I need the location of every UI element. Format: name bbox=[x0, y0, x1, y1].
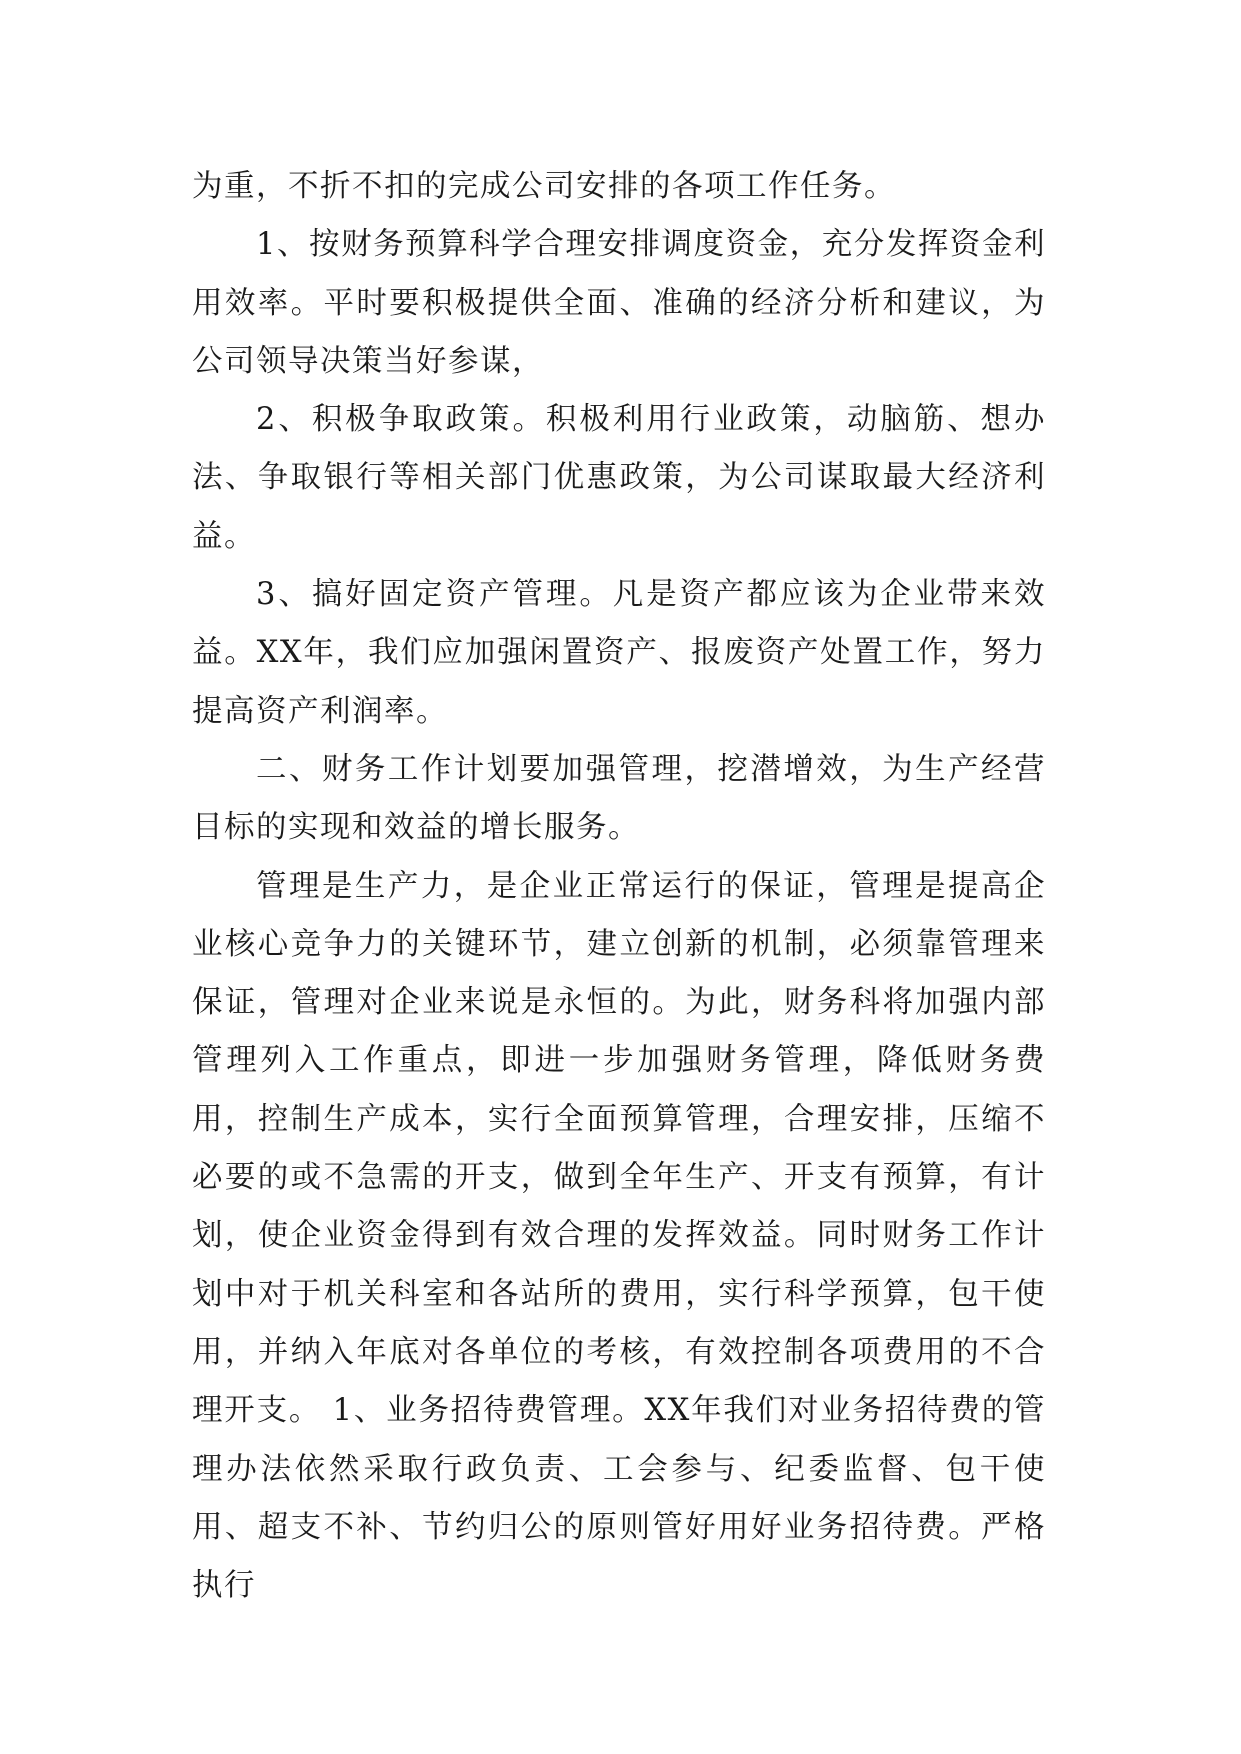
paragraph-management: 管理是生产力，是企业正常运行的保证，管理是提高企业核心竞争力的关键环节，建立创新的机制，必须靠管理来保证，管理对企业来说是永恒的。为此，财务科将加强内部管理列入工作重点，即进一步加强财务管理，降低财务费用，控制生产成本，实行全面预算管理，合理安排，压缩不必要的或不急需的开支，做到全年生产、开支有预算，有计划，使企业资金得到有效合理的发挥效益。同时财务工作计划中对于机关科室和各站所的费用，实行科学预算，包干使用，并纳入年底对各单位的考核，有效控制各项费用的不合理开支。 1、业务招待费管理。XX年我们对业务招待费的管理办法依然采取行政负责、工会参与、纪委监督、包干使用、超支不补、节约归公的原则管好用好业务招待费。严格执行 bbox=[192, 868, 1046, 1604]
paragraph-fund-scheduling: 1、按财务预算科学合理安排调度资金，充分发挥资金利用效率。平时要积极提供全面、准确的经济分析和建议，为公司领导决策当好参谋， bbox=[192, 227, 1046, 379]
paragraph-policy: 2、积极争取政策。积极利用行业政策，动脑筋、想办法、争取银行等相关部门优惠政策，为公司谋取最大经济利益。 bbox=[192, 402, 1046, 554]
paragraph-fixed-assets: 3、搞好固定资产管理。凡是资产都应该为企业带来效益。XX年，我们应加强闲置资产、报废资产处置工作，努力提高资产利润率。 bbox=[192, 577, 1046, 729]
paragraph-section-two-heading: 二、财务工作计划要加强管理，挖潜增效，为生产经营目标的实现和效益的增长服务。 bbox=[192, 751, 1046, 846]
document-body bbox=[192, 158, 1046, 1615]
paragraph-continuation: 为重，不折不扣的完成公司安排的各项工作任务。 bbox=[192, 169, 896, 204]
